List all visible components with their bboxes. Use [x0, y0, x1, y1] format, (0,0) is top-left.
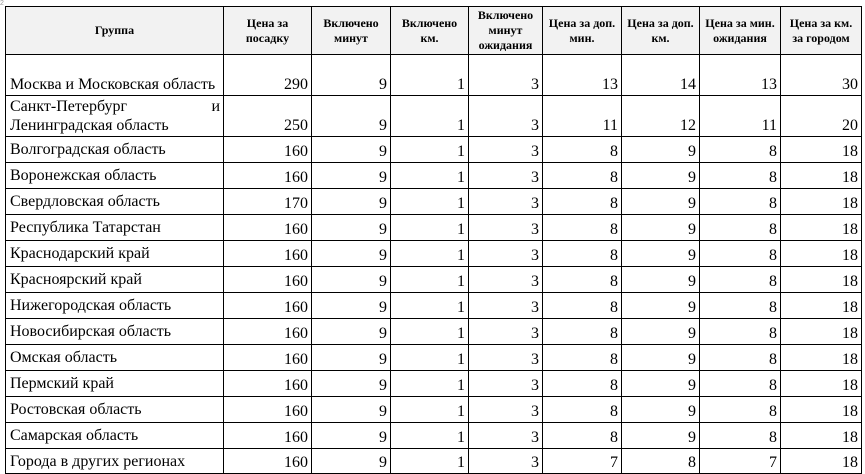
outside-city-km-price-cell: 18: [781, 293, 862, 319]
group-cell: Новосибирская область: [6, 319, 224, 345]
wait-minute-price-cell: 8: [700, 215, 781, 241]
wait-minute-price-cell: 8: [700, 137, 781, 163]
boarding-price-cell: 290: [224, 55, 312, 96]
group-cell: Свердловская область: [6, 189, 224, 215]
header-extra-km-price: Цена за доп. км.: [622, 7, 700, 55]
header-included-wait-minutes: Включено минут ожидания: [469, 7, 543, 55]
included-km-cell: 1: [391, 96, 469, 137]
table-row: [6, 55, 862, 96]
extra-km-price-cell: 9: [622, 293, 700, 319]
included-minutes-cell: 9: [312, 189, 391, 215]
included-km-cell: 1: [391, 423, 469, 449]
included-km-cell: 1: [391, 55, 469, 96]
included-wait-cell: 3: [469, 163, 543, 189]
included-wait-cell: 3: [469, 371, 543, 397]
included-minutes-cell: 9: [312, 215, 391, 241]
included-minutes-cell: 9: [312, 423, 391, 449]
extra-km-price-cell: 8: [622, 449, 700, 474]
included-minutes-cell: 9: [312, 449, 391, 474]
group-cell: Волгоградская область: [6, 137, 224, 163]
extra-minute-price-cell: 7: [543, 449, 622, 474]
included-km-cell: 1: [391, 371, 469, 397]
extra-minute-price-cell: 8: [543, 293, 622, 319]
table-row: [6, 189, 862, 215]
outside-city-km-price-cell: 20: [781, 96, 862, 137]
group-cell: Нижегородская область: [6, 293, 224, 319]
extra-minute-price-cell: 8: [543, 163, 622, 189]
boarding-price-cell: 160: [224, 163, 312, 189]
group-cell: Краснодарский край: [6, 241, 224, 267]
extra-km-price-cell: 9: [622, 423, 700, 449]
included-km-cell: 1: [391, 215, 469, 241]
extra-minute-price-cell: 8: [543, 319, 622, 345]
extra-minute-price-cell: 13: [543, 55, 622, 96]
table-body: [6, 55, 862, 474]
outside-city-km-price-cell: 18: [781, 345, 862, 371]
outside-city-km-price-cell: 18: [781, 397, 862, 423]
table-row: [6, 293, 862, 319]
extra-minute-price-cell: 8: [543, 241, 622, 267]
included-wait-cell: 3: [469, 345, 543, 371]
included-minutes-cell: 9: [312, 96, 391, 137]
extra-minute-price-cell: 8: [543, 189, 622, 215]
included-km-cell: 1: [391, 267, 469, 293]
included-minutes-cell: 9: [312, 293, 391, 319]
header-included-minutes: Включено минут: [312, 7, 391, 55]
extra-km-price-cell: 9: [622, 241, 700, 267]
extra-km-price-cell: 9: [622, 397, 700, 423]
outside-city-km-price-cell: 18: [781, 371, 862, 397]
included-km-cell: 1: [391, 189, 469, 215]
outside-city-km-price-cell: 18: [781, 267, 862, 293]
wait-minute-price-cell: 7: [700, 449, 781, 474]
extra-km-price-cell: 12: [622, 96, 700, 137]
extra-minute-price-cell: 8: [543, 267, 622, 293]
included-wait-cell: 3: [469, 449, 543, 474]
tariff-table: [5, 6, 862, 474]
outside-city-km-price-cell: 18: [781, 163, 862, 189]
included-km-cell: 1: [391, 449, 469, 474]
included-minutes-cell: 9: [312, 267, 391, 293]
table-row: [6, 163, 862, 189]
included-wait-cell: 3: [469, 319, 543, 345]
boarding-price-cell: 170: [224, 189, 312, 215]
included-minutes-cell: 9: [312, 345, 391, 371]
wait-minute-price-cell: 8: [700, 397, 781, 423]
wait-minute-price-cell: 8: [700, 423, 781, 449]
included-km-cell: 1: [391, 397, 469, 423]
extra-minute-price-cell: 8: [543, 215, 622, 241]
header-boarding-price: Цена за посадку: [224, 7, 312, 55]
table-header-row: [6, 7, 862, 55]
extra-km-price-cell: 9: [622, 189, 700, 215]
included-wait-cell: 3: [469, 267, 543, 293]
included-minutes-cell: 9: [312, 55, 391, 96]
group-cell: Москва и Московская область: [6, 55, 224, 96]
wait-minute-price-cell: 8: [700, 189, 781, 215]
included-wait-cell: 3: [469, 423, 543, 449]
tariff-table-container: [5, 6, 862, 474]
wait-minute-price-cell: 11: [700, 96, 781, 137]
extra-km-price-cell: 14: [622, 55, 700, 96]
header-extra-minute-price: Цена за доп. мин.: [543, 7, 622, 55]
table-row: [6, 215, 862, 241]
boarding-price-cell: 160: [224, 137, 312, 163]
group-cell: Омская область: [6, 345, 224, 371]
group-cell: Города в других регионах: [6, 449, 224, 474]
boarding-price-cell: 160: [224, 267, 312, 293]
boarding-price-cell: 160: [224, 397, 312, 423]
boarding-price-cell: 160: [224, 449, 312, 474]
extra-minute-price-cell: 8: [543, 137, 622, 163]
included-wait-cell: 3: [469, 96, 543, 137]
group-cell: Самарская область: [6, 423, 224, 449]
included-wait-cell: 3: [469, 55, 543, 96]
table-row: [6, 241, 862, 267]
table-row: [6, 449, 862, 474]
boarding-price-cell: 160: [224, 319, 312, 345]
extra-minute-price-cell: 11: [543, 96, 622, 137]
included-minutes-cell: 9: [312, 319, 391, 345]
included-minutes-cell: 9: [312, 371, 391, 397]
extra-minute-price-cell: 8: [543, 397, 622, 423]
group-cell: Санкт-Петербург и Ленинградская область: [6, 96, 224, 137]
table-row: [6, 371, 862, 397]
wait-minute-price-cell: 8: [700, 267, 781, 293]
table-row: [6, 345, 862, 371]
wait-minute-price-cell: 13: [700, 55, 781, 96]
wait-minute-price-cell: 8: [700, 293, 781, 319]
included-wait-cell: 3: [469, 241, 543, 267]
page-corner-mark: 2: [0, 0, 4, 7]
extra-km-price-cell: 9: [622, 267, 700, 293]
wait-minute-price-cell: 8: [700, 163, 781, 189]
outside-city-km-price-cell: 30: [781, 55, 862, 96]
extra-km-price-cell: 9: [622, 215, 700, 241]
included-wait-cell: 3: [469, 397, 543, 423]
outside-city-km-price-cell: 18: [781, 319, 862, 345]
table-row: [6, 423, 862, 449]
outside-city-km-price-cell: 18: [781, 137, 862, 163]
table-row: [6, 96, 862, 137]
boarding-price-cell: 160: [224, 371, 312, 397]
boarding-price-cell: 160: [224, 241, 312, 267]
outside-city-km-price-cell: 18: [781, 189, 862, 215]
outside-city-km-price-cell: 18: [781, 449, 862, 474]
extra-km-price-cell: 9: [622, 371, 700, 397]
included-wait-cell: 3: [469, 189, 543, 215]
extra-minute-price-cell: 8: [543, 371, 622, 397]
group-cell: Ростовская область: [6, 397, 224, 423]
boarding-price-cell: 160: [224, 423, 312, 449]
group-cell: Республика Татарстан: [6, 215, 224, 241]
included-minutes-cell: 9: [312, 241, 391, 267]
group-cell: Пермский край: [6, 371, 224, 397]
table-row: [6, 319, 862, 345]
wait-minute-price-cell: 8: [700, 345, 781, 371]
outside-city-km-price-cell: 18: [781, 241, 862, 267]
included-km-cell: 1: [391, 293, 469, 319]
wait-minute-price-cell: 8: [700, 241, 781, 267]
extra-minute-price-cell: 8: [543, 423, 622, 449]
wait-minute-price-cell: 8: [700, 371, 781, 397]
included-km-cell: 1: [391, 345, 469, 371]
included-wait-cell: 3: [469, 215, 543, 241]
included-wait-cell: 3: [469, 137, 543, 163]
boarding-price-cell: 160: [224, 293, 312, 319]
boarding-price-cell: 160: [224, 345, 312, 371]
group-cell: Красноярский край: [6, 267, 224, 293]
extra-km-price-cell: 9: [622, 345, 700, 371]
extra-km-price-cell: 9: [622, 319, 700, 345]
included-minutes-cell: 9: [312, 397, 391, 423]
boarding-price-cell: 160: [224, 215, 312, 241]
header-included-km: Включено км.: [391, 7, 469, 55]
included-km-cell: 1: [391, 319, 469, 345]
header-wait-minute-price: Цена за мин. ожидания: [700, 7, 781, 55]
included-minutes-cell: 9: [312, 163, 391, 189]
table-row: [6, 267, 862, 293]
included-wait-cell: 3: [469, 293, 543, 319]
wait-minute-price-cell: 8: [700, 319, 781, 345]
group-cell: Воронежская область: [6, 163, 224, 189]
included-km-cell: 1: [391, 241, 469, 267]
table-row: [6, 397, 862, 423]
included-minutes-cell: 9: [312, 137, 391, 163]
included-km-cell: 1: [391, 137, 469, 163]
included-km-cell: 1: [391, 163, 469, 189]
header-group: Группа: [6, 7, 224, 55]
extra-km-price-cell: 9: [622, 137, 700, 163]
table-row: [6, 137, 862, 163]
extra-minute-price-cell: 8: [543, 345, 622, 371]
outside-city-km-price-cell: 18: [781, 215, 862, 241]
outside-city-km-price-cell: 18: [781, 423, 862, 449]
extra-km-price-cell: 9: [622, 163, 700, 189]
header-outside-city-km-price: Цена за км. за городом: [781, 7, 862, 55]
boarding-price-cell: 250: [224, 96, 312, 137]
